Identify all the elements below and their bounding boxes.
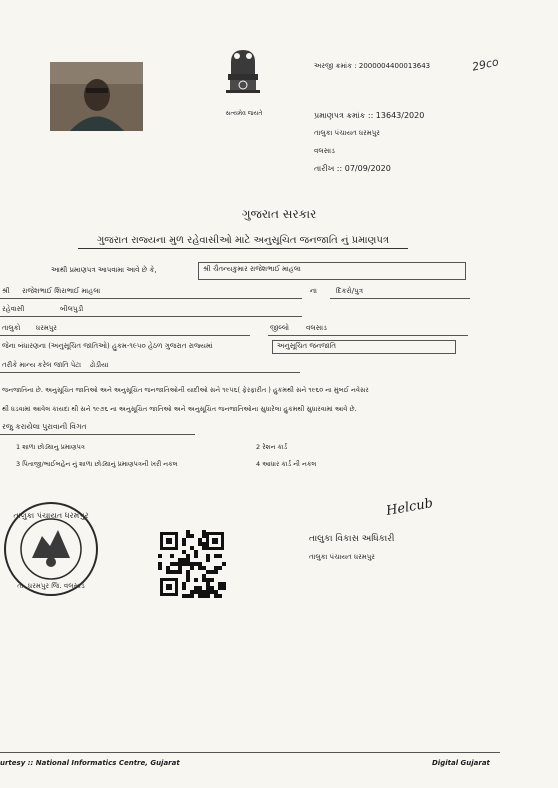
header-district: વલસાડ — [314, 147, 335, 155]
emblem-caption: સત્યમેવ જયતે — [225, 110, 263, 117]
qr-module — [190, 534, 194, 538]
qr-module — [174, 562, 178, 566]
qr-module — [202, 534, 206, 538]
footer-courtesy: urtesy :: National Informatics Centre, Gujarat — [0, 759, 180, 767]
qr-module — [158, 566, 162, 570]
resident-label: રહેવાસી — [2, 305, 25, 313]
certificate-subtitle: ગુજરાત રાજ્યના મુળ રહેવાસીઓ માટે અનુસૂચિત જનજાતિ નું પ્રમાણપત્ર — [78, 235, 408, 249]
qr-module — [198, 566, 202, 570]
qr-module — [170, 562, 174, 566]
qr-module — [214, 566, 218, 570]
district-label: જીલ્લો — [270, 324, 289, 332]
qr-module — [170, 554, 174, 558]
resident-line — [0, 316, 302, 317]
qr-module — [166, 570, 170, 574]
qr-module — [214, 594, 218, 598]
taluka-value: ધરમપુર — [36, 324, 57, 332]
qr-module — [190, 590, 194, 594]
qr-module — [194, 578, 198, 582]
father-prefix: શ્રી — [2, 287, 10, 295]
qr-module — [182, 586, 186, 590]
qr-module — [206, 582, 210, 586]
qr-module — [178, 566, 182, 570]
qr-module — [218, 594, 222, 598]
documents-heading: રજુ કરાયેલા પુરાવાની વિગત — [2, 422, 87, 431]
qr-module — [214, 570, 218, 574]
caste-label: તરીકે માન્ય કરેલ જાતિ પેટા — [2, 361, 82, 369]
qr-module — [202, 546, 206, 550]
header-office: તાલુકા પંચાયત ધરમપુર — [314, 129, 380, 137]
qr-module — [186, 570, 190, 574]
qr-module — [202, 594, 206, 598]
qr-module — [222, 582, 226, 586]
qr-module — [182, 558, 186, 562]
qr-module — [214, 554, 218, 558]
qr-module — [206, 590, 210, 594]
qr-module — [202, 574, 206, 578]
page-title: ગુજરાત સરકાર — [241, 207, 317, 221]
document-item: 1 શાળા છોડ્યાનુ પ્રમાણપત્ર — [16, 443, 85, 451]
qr-module — [222, 586, 226, 590]
qr-module — [178, 570, 182, 574]
qr-module — [182, 550, 186, 554]
qr-module — [218, 554, 222, 558]
qr-module — [210, 590, 214, 594]
caste-line — [0, 372, 300, 373]
qr-module — [198, 586, 202, 590]
qr-module — [198, 542, 202, 546]
qr-module — [182, 538, 186, 542]
qr-module — [198, 538, 202, 542]
qr-module — [186, 594, 190, 598]
paragraph-line-1: જનજાતિના છે. અનુસૂચિત જાતિઓ અને અનુસૂચિત જનજાતિઓની યાદીઓ સને ૧૯૫૬( ફેરફારીત ) હુકમથી સને ૧૯૬૦ ના મુંબઈ નવેસર — [2, 386, 369, 394]
officer-title: તાલુકા વિકાસ અધિકારી — [309, 534, 395, 544]
document-item: 4 આધાર કાર્ડ ની નકલ — [256, 460, 317, 468]
applicant-photo — [50, 62, 143, 131]
qr-module — [194, 550, 198, 554]
qr-module — [218, 586, 222, 590]
qr-module — [174, 570, 178, 574]
certificate-number: પ્રમાણપત્ર ક્રમાંક :: 13643/2020 — [314, 111, 425, 120]
qr-module — [202, 578, 206, 582]
taluka-line — [0, 335, 250, 336]
qr-module — [186, 578, 190, 582]
qr-module — [202, 530, 206, 534]
qr-module — [210, 578, 214, 582]
father-line — [0, 298, 302, 299]
applicant-photo-image — [50, 62, 143, 131]
qr-module — [222, 562, 226, 566]
qr-module — [186, 534, 190, 538]
qr-module — [210, 570, 214, 574]
qr-module — [198, 594, 202, 598]
taluka-label: તાલુકો — [2, 324, 21, 332]
qr-module — [158, 562, 162, 566]
qr-module — [214, 590, 218, 594]
application-number: અરજી ક્રમાંક : 2000004400013643 — [314, 62, 431, 70]
qr-module — [186, 562, 190, 566]
svg-text:તા. ધરમપુર જિ. વલસાડ: તા. ધરમપુર જિ. વલસાડ — [17, 582, 85, 590]
officer-office: તાલુકા પંચાયત ધરમપુર — [309, 553, 375, 561]
qr-module — [182, 542, 186, 546]
qr-module — [194, 590, 198, 594]
national-emblem-icon — [218, 44, 268, 106]
signature: Helcub — [385, 496, 435, 519]
qr-module — [182, 582, 186, 586]
svg-text:તાલુકા પંચાયત ધરમપુર: તાલુકા પંચાયત ધરમપુર — [13, 511, 89, 520]
qr-module — [190, 594, 194, 598]
paragraph-line-2: થી ધડવામાં આવેલ કાયદા થી સને ૧૯૭૬ ના અનુસૂચિત જાતિઓ અને અનુસૂચિત જનજાતિઓના સુધારેલા હુકમથી સુધારવામાં આવે છે. — [2, 405, 357, 413]
relation-label: ના — [310, 287, 317, 295]
issue-date: તારીખ :: 07/09/2020 — [314, 164, 391, 173]
qr-module — [186, 530, 190, 534]
caste-value: ઢોડીયા — [90, 361, 109, 369]
resident-value: બીલપુડી — [60, 305, 84, 313]
qr-module — [186, 554, 190, 558]
qr-module — [190, 562, 194, 566]
district-line — [268, 335, 468, 336]
qr-code — [158, 530, 226, 598]
intro-text: આથી પ્રમાણપત્ર આપવામા આવે છે કે, — [51, 266, 157, 274]
qr-module — [198, 562, 202, 566]
qr-module — [178, 558, 182, 562]
qr-module — [206, 570, 210, 574]
order-line: જેના બંધારણના (અનુસૂચિત જાતિઓ) હુકમ-૧૯૫૦ હેઠળ ગુજરાત રાજ્યમાં — [2, 342, 213, 350]
qr-module — [218, 566, 222, 570]
qr-module — [206, 554, 210, 558]
qr-module — [182, 594, 186, 598]
qr-module — [170, 570, 174, 574]
qr-module — [194, 554, 198, 558]
official-seal — [2, 500, 100, 598]
qr-module — [210, 586, 214, 590]
qr-module — [194, 562, 198, 566]
relation-value: દિકરો/પુત્ર — [336, 287, 364, 295]
handwritten-number: 29co — [470, 55, 500, 74]
qr-module — [186, 558, 190, 562]
qr-module — [178, 562, 182, 566]
qr-module — [206, 578, 210, 582]
father-name: રાજેશભાઈ શિરાભાઈ માહલા — [22, 287, 101, 295]
applicant-name: શ્રી ચૈતન્યકુમાર રાજેશભાઈ માહલા — [198, 262, 466, 280]
qr-module — [206, 558, 210, 562]
qr-module — [166, 566, 170, 570]
qr-module — [190, 566, 194, 570]
footer-rule — [0, 752, 500, 753]
qr-module — [190, 546, 194, 550]
qr-module — [206, 594, 210, 598]
qr-module — [194, 586, 198, 590]
district-value: વલસાડ — [306, 324, 327, 332]
relation-line — [330, 298, 470, 299]
document-item: 2 રેશન કાર્ડ — [256, 443, 288, 451]
documents-heading-underline — [0, 434, 195, 435]
qr-module — [182, 562, 186, 566]
qr-module — [202, 590, 206, 594]
qr-module — [186, 574, 190, 578]
document-item: 3 પિતાજી/ભાઈબહેન નું શાળા છોડ્યાનું પ્રમાણપત્રની ખરી નકલ — [16, 460, 178, 468]
qr-module — [202, 542, 206, 546]
order-value: અનુસૂચિત જનજાતિ — [272, 340, 456, 354]
qr-module — [198, 590, 202, 594]
qr-module — [158, 554, 162, 558]
qr-module — [202, 566, 206, 570]
qr-module — [218, 582, 222, 586]
footer-brand: Digital Gujarat — [432, 759, 490, 767]
qr-module — [206, 586, 210, 590]
